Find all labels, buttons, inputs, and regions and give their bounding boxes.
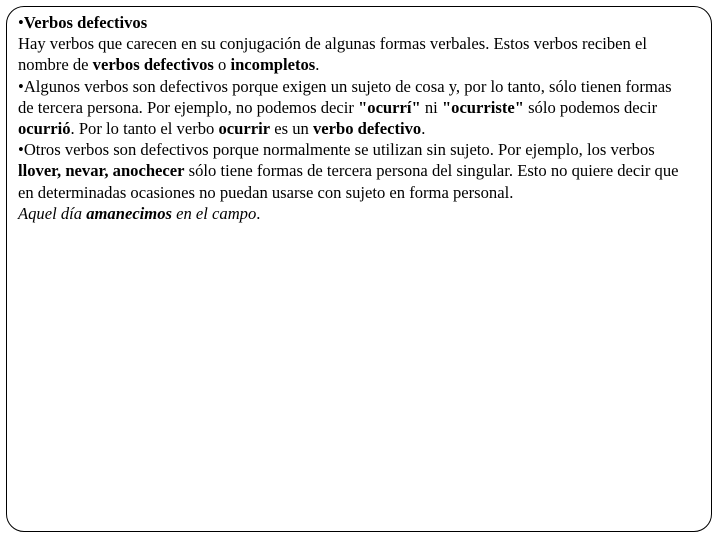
heading-bullet: • <box>18 13 24 32</box>
heading-text: Verbos defectivos <box>23 13 148 32</box>
intro-text-3: . <box>315 55 320 75</box>
term-ocurri: "ocurrí" <box>358 97 421 117</box>
point-1-text-6: . <box>421 119 426 139</box>
point-1 <box>18 76 690 140</box>
term-ocurrio: ocurrió <box>18 119 71 139</box>
example-text-2: en el campo <box>171 203 257 223</box>
term-verbos-defectivos: verbos defectivos <box>92 55 214 75</box>
point-2-text-2: sólo tiene formas de tercera persona del singular. Esto no quiere decir que en determinadas ocasiones no puedan usarse con sujeto en forma personal. <box>18 161 679 202</box>
point-1-text-2: ni <box>420 97 442 117</box>
point-1-text-4: . Por lo tanto el verbo <box>70 119 219 139</box>
intro-paragraph <box>18 33 690 75</box>
point-2-bullet: • <box>18 140 24 160</box>
term-ocurrir: ocurrir <box>218 119 271 139</box>
intro-text-1: Hay verbos que carecen en su conjugación de algunas formas verbales. Estos verbos reciben el nombre de <box>18 34 647 75</box>
term-incompletos: incompletos <box>230 55 316 75</box>
point-1-text-5: es un <box>270 119 313 139</box>
example-sentence <box>18 203 690 224</box>
example-text-3: . <box>256 203 261 223</box>
point-2-text-1: Otros verbos son defectivos porque normalmente se utilizan sin sujeto. Por ejemplo, los verbos <box>23 140 655 160</box>
example-text-1: Aquel día <box>18 203 87 223</box>
slide-content <box>18 12 690 224</box>
point-1-text-3: sólo podemos decir <box>523 97 658 117</box>
term-verbo-defectivo: verbo defectivo <box>312 119 422 139</box>
intro-text-2: o <box>213 55 231 75</box>
term-llover-nevar-anochecer: llover, nevar, anochecer <box>18 161 185 181</box>
term-ocurriste: "ocurriste" <box>441 97 524 117</box>
heading <box>18 12 690 33</box>
point-1-bullet: • <box>18 76 24 96</box>
point-2 <box>18 139 690 203</box>
term-amanecimos: amanecimos <box>86 203 172 223</box>
point-1-text-1: Algunos verbos son defectivos porque exigen un sujeto de cosa y, por lo tanto, sólo tienen formas de tercera persona. Por ejemplo, no podemos decir <box>18 76 672 117</box>
